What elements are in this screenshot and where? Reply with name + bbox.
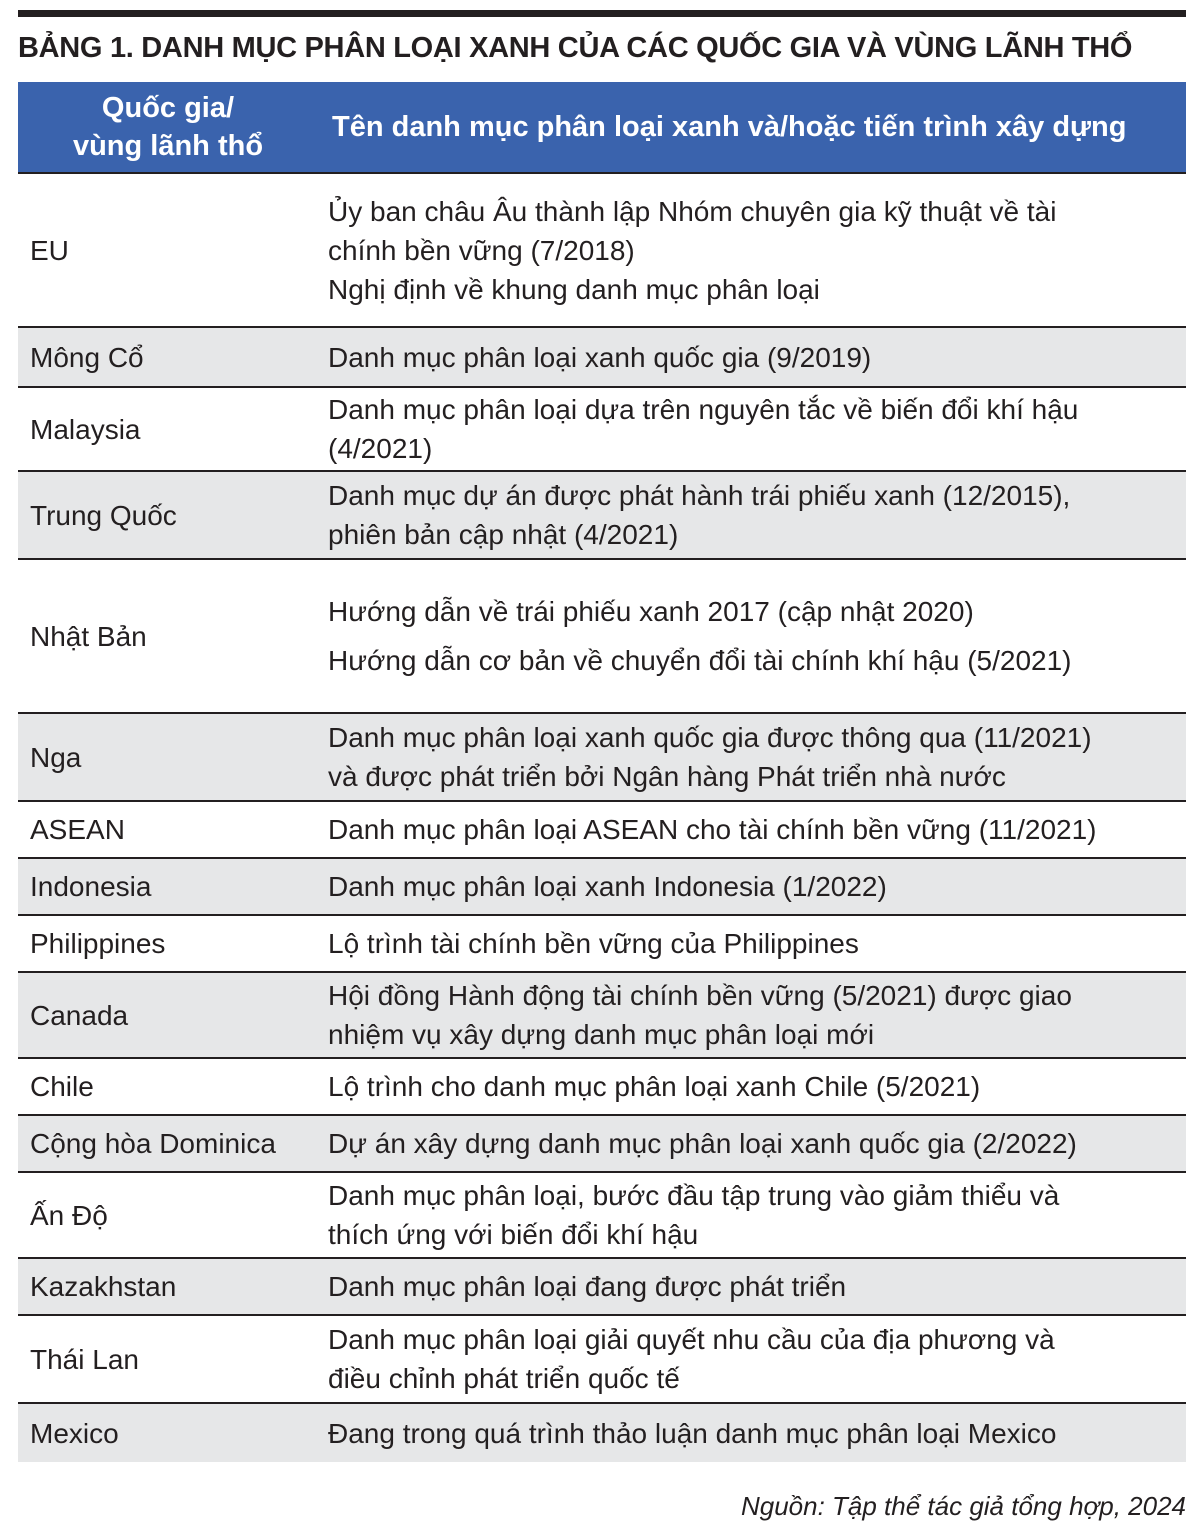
table-header: [18, 82, 1186, 174]
description-line: nhiệm vụ xây dựng danh mục phân loại mới: [328, 1019, 875, 1050]
description-cell: [318, 388, 1186, 470]
table-row-nhat-ban: [18, 560, 1186, 714]
country-cell: Cộng hòa Dominica: [30, 1128, 276, 1159]
table-row-philippines: [18, 916, 1186, 973]
description-cell: [318, 1116, 1186, 1171]
description-line: Ủy ban châu Âu thành lập Nhóm chuyên gia kỹ thuật về tài: [328, 195, 1057, 227]
description-cell: [318, 472, 1186, 558]
description-line: chính bền vững (7/2018): [328, 234, 635, 266]
description-cell: [318, 328, 1186, 386]
taxonomy-table: [18, 82, 1186, 1462]
table-row-dominica: [18, 1116, 1186, 1173]
description-line: (4/2021): [328, 433, 433, 464]
description-cell: [318, 714, 1186, 800]
description-line: Danh mục phân loại đang được phát triển: [328, 1271, 847, 1302]
table-row-kazakhstan: [18, 1259, 1186, 1316]
description-line: Lộ trình tài chính bền vững của Philippines: [328, 928, 859, 959]
table-title: BẢNG 1. DANH MỤC PHÂN LOẠI XANH CỦA CÁC QUỐC GIA VÀ VÙNG LÃNH THỔ: [18, 32, 1133, 64]
description-line: Hội đồng Hành động tài chính bền vững (5/2021) được giao: [328, 980, 1072, 1011]
country-cell: Malaysia: [30, 413, 141, 445]
header-country-line2: vùng lãnh thổ: [72, 130, 264, 162]
description-line: phiên bản cập nhật (4/2021): [328, 519, 679, 550]
description-cell: [318, 174, 1186, 326]
description-line: thích ứng với biến đổi khí hậu: [328, 1219, 699, 1250]
table-row-chile: [18, 1059, 1186, 1116]
description-cell: [318, 859, 1186, 914]
description-line: Danh mục dự án được phát hành trái phiếu xanh (12/2015),: [328, 480, 1071, 511]
description-line: Danh mục phân loại, bước đầu tập trung vào giảm thiểu và: [328, 1180, 1060, 1211]
source-note: Nguồn: Tập thể tác giả tổng hợp, 2024: [740, 1491, 1186, 1521]
table-row-nga: [18, 714, 1186, 802]
table-row-indonesia: [18, 859, 1186, 916]
country-cell: Nga: [30, 741, 82, 773]
description-cell: [318, 802, 1186, 857]
description-line: Danh mục phân loại dựa trên nguyên tắc về biến đổi khí hậu: [328, 394, 1079, 425]
table-row-thai-lan: [18, 1316, 1186, 1404]
description-line: Đang trong quá trình thảo luận danh mục phân loại Mexico: [328, 1417, 1057, 1449]
table-row-malaysia: [18, 388, 1186, 472]
description-cell: [318, 973, 1186, 1057]
country-cell: Trung Quốc: [30, 499, 177, 531]
country-cell: Thái Lan: [30, 1343, 139, 1375]
table-row-an-do: [18, 1173, 1186, 1259]
description-line: Lộ trình cho danh mục phân loại xanh Chile (5/2021): [328, 1071, 981, 1102]
table-row-mexico: [18, 1404, 1186, 1462]
country-cell: Canada: [30, 999, 129, 1031]
country-cell: Ấn Độ: [30, 1199, 108, 1231]
country-cell: Mexico: [30, 1417, 119, 1449]
description-line: Danh mục phân loại xanh quốc gia (9/2019): [328, 341, 872, 373]
country-cell: ASEAN: [30, 814, 125, 845]
country-cell: Mông Cổ: [30, 341, 144, 373]
table-row-asean: [18, 802, 1186, 859]
table-row-trung-quoc: [18, 472, 1186, 560]
header-country-cell: [18, 82, 318, 172]
description-line: Danh mục phân loại xanh Indonesia (1/2022): [328, 871, 887, 902]
header-description-cell: Tên danh mục phân loại xanh và/hoặc tiến trình xây dựng: [332, 110, 1127, 143]
description-line: Danh mục phân loại giải quyết nhu cầu của địa phương và: [328, 1324, 1055, 1355]
country-cell: EU: [30, 234, 69, 266]
description-cell: [318, 560, 1186, 712]
description-line: điều chỉnh phát triển quốc tế: [328, 1363, 680, 1394]
description-cell: [318, 1173, 1186, 1257]
description-cell: [318, 1259, 1186, 1314]
table-row-eu: [18, 174, 1186, 328]
description-line: Danh mục phân loại xanh quốc gia được thông qua (11/2021): [328, 722, 1092, 753]
country-cell: Kazakhstan: [30, 1271, 177, 1302]
description-line: Danh mục phân loại ASEAN cho tài chính bền vững (11/2021): [328, 814, 1097, 845]
description-line: và được phát triển bởi Ngân hàng Phát triển nhà nước: [328, 761, 1006, 792]
country-cell: Indonesia: [30, 871, 152, 902]
country-cell: Philippines: [30, 928, 166, 959]
table-row-mong-co: [18, 328, 1186, 388]
description-cell: [318, 1404, 1186, 1462]
description-cell: [318, 916, 1186, 971]
description-cell: [318, 1316, 1186, 1402]
header-country-line1: Quốc gia/: [101, 92, 235, 124]
country-cell: Nhật Bản: [30, 620, 147, 652]
description-line: Dự án xây dựng danh mục phân loại xanh quốc gia (2/2022): [328, 1128, 1077, 1159]
country-cell: Chile: [30, 1071, 94, 1102]
top-rule: [18, 10, 1186, 17]
description-line: Nghị định về khung danh mục phân loại: [328, 273, 820, 305]
description-line: Hướng dẫn về trái phiếu xanh 2017 (cập nhật 2020): [328, 596, 974, 627]
description-line: Hướng dẫn cơ bản về chuyển đổi tài chính khí hậu (5/2021): [328, 645, 1072, 676]
table-row-canada: [18, 973, 1186, 1059]
description-cell: [318, 1059, 1186, 1114]
